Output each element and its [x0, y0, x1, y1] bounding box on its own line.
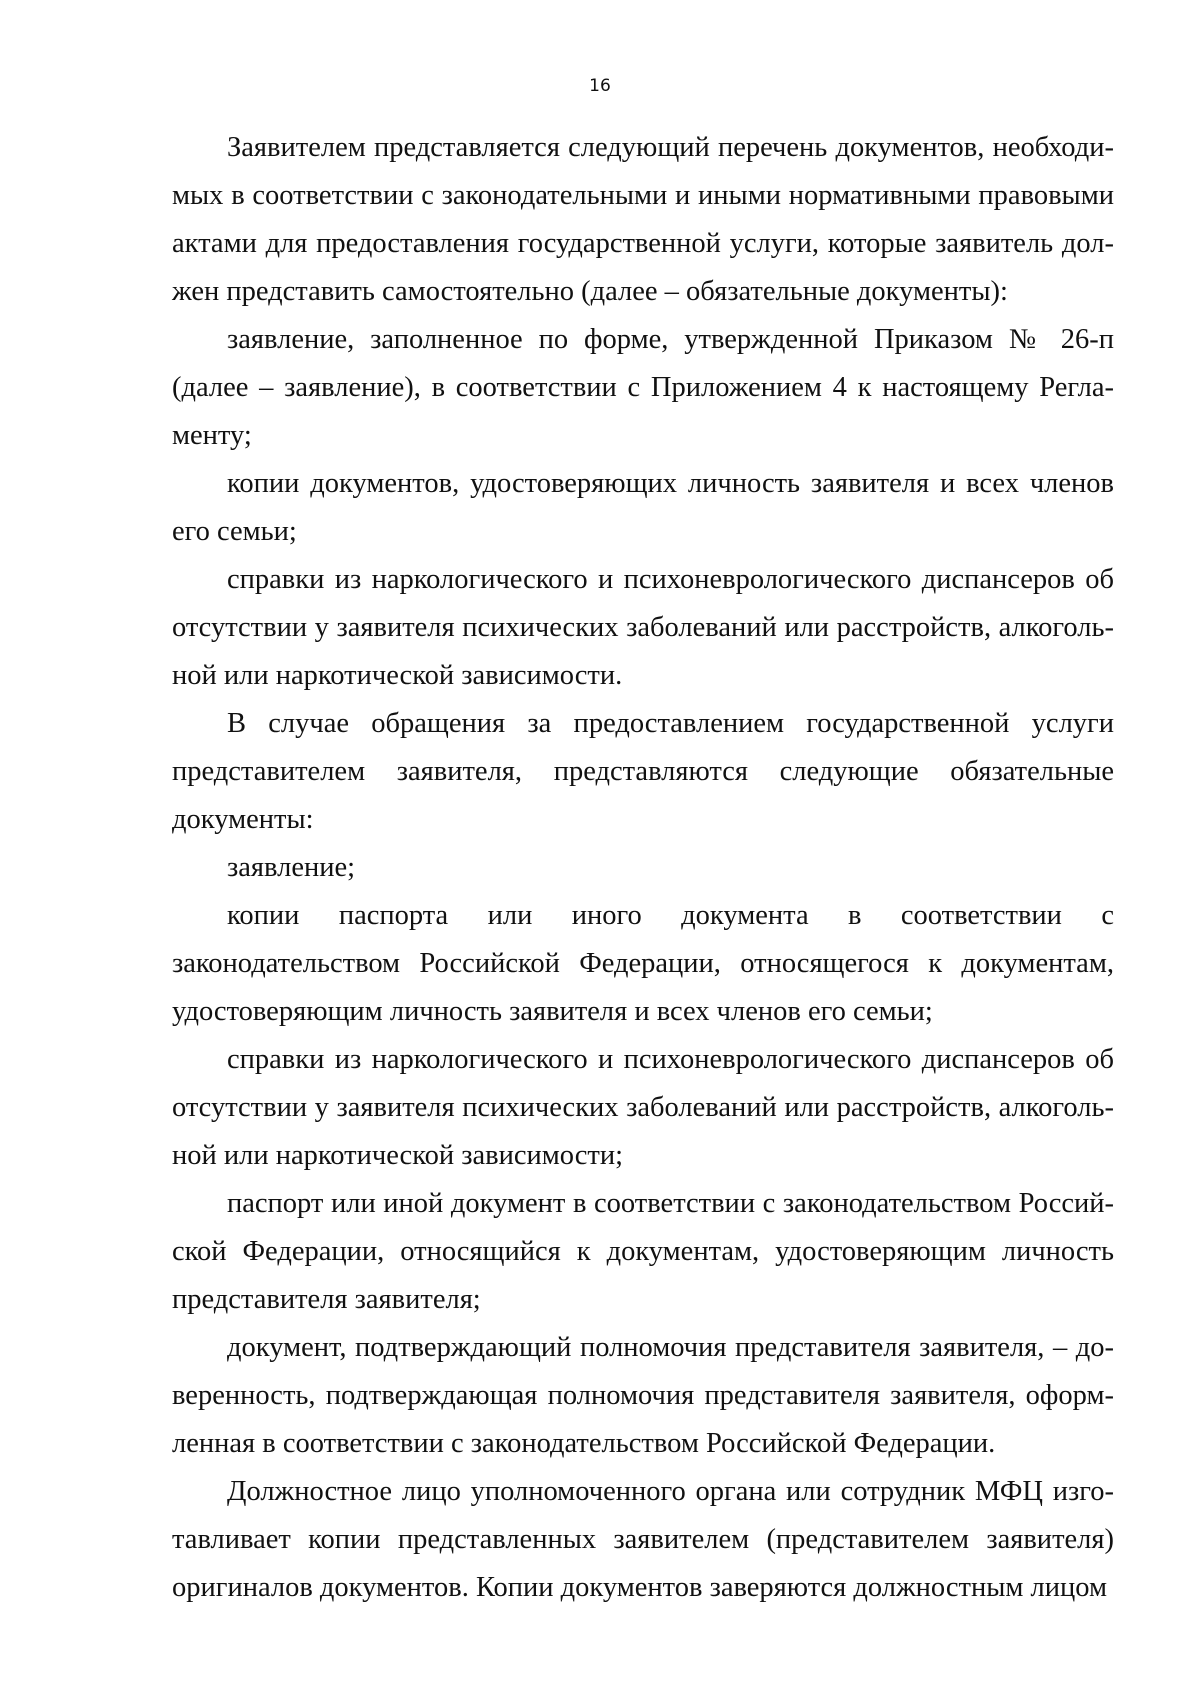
- page-number: 16: [589, 76, 611, 96]
- paragraph-representative-application: заявление;: [227, 852, 356, 883]
- paragraph-passport-copies: копии паспорта или иного документа в соответствии с законодательством Российской Федерации, относящегося к документам, удостоверяющим личность заявителя и всех членов его семьи;: [172, 900, 1114, 1027]
- paragraph-required-documents-intro: Заявителем представляется следующий перечень документов, необходимых в соответствии с законодательными и иными нормативными правовыми актами для предоставления государственной услуги, которые заявитель должен представить самостоятельно (далее – обязательные документы):: [172, 132, 1114, 307]
- document-body: [172, 124, 1114, 1612]
- paragraph-application: заявление, заполненное по форме, утвержденной Приказом № 26-п (далее – заявление), в соответствии с Приложением 4 к настоящему Регламенту;: [172, 324, 1114, 451]
- paragraph-representative-intro: В случае обращения за предоставлением государственной услуги представителем заявителя, представляются следующие обязательные документы:: [172, 708, 1114, 835]
- paragraph-representative-passport: паспорт или иной документ в соответствии с законодательством Российской Федерации, относящийся к документам, удостоверяющим личность представителя заявителя;: [172, 1188, 1114, 1315]
- paragraph-identity-copies: копии документов, удостоверяющих личность заявителя и всех членов его семьи;: [172, 468, 1114, 547]
- paragraph-certification: Должностное лицо уполномоченного органа или сотрудник МФЦ изготавливает копии представленных заявителем (представителем заявителя) оригиналов документов. Копии документов заверяются должностным лицом: [172, 1476, 1114, 1603]
- paragraph-power-of-attorney: документ, подтверждающий полномочия представителя заявителя, – доверенность, подтверждающая полномочия представителя заявителя, оформленная в соответствии с законодательством Российской Федерации.: [172, 1332, 1114, 1459]
- paragraph-medical-certificates: справки из наркологического и психоневрологического диспансеров об отсутствии у заявителя психических заболеваний или расстройств, алкогольной или наркотической зависимости.: [172, 564, 1114, 691]
- paragraph-representative-medical-certificates: справки из наркологического и психоневрологического диспансеров об отсутствии у заявителя психических заболеваний или расстройств, алкогольной или наркотической зависимости;: [172, 1044, 1114, 1171]
